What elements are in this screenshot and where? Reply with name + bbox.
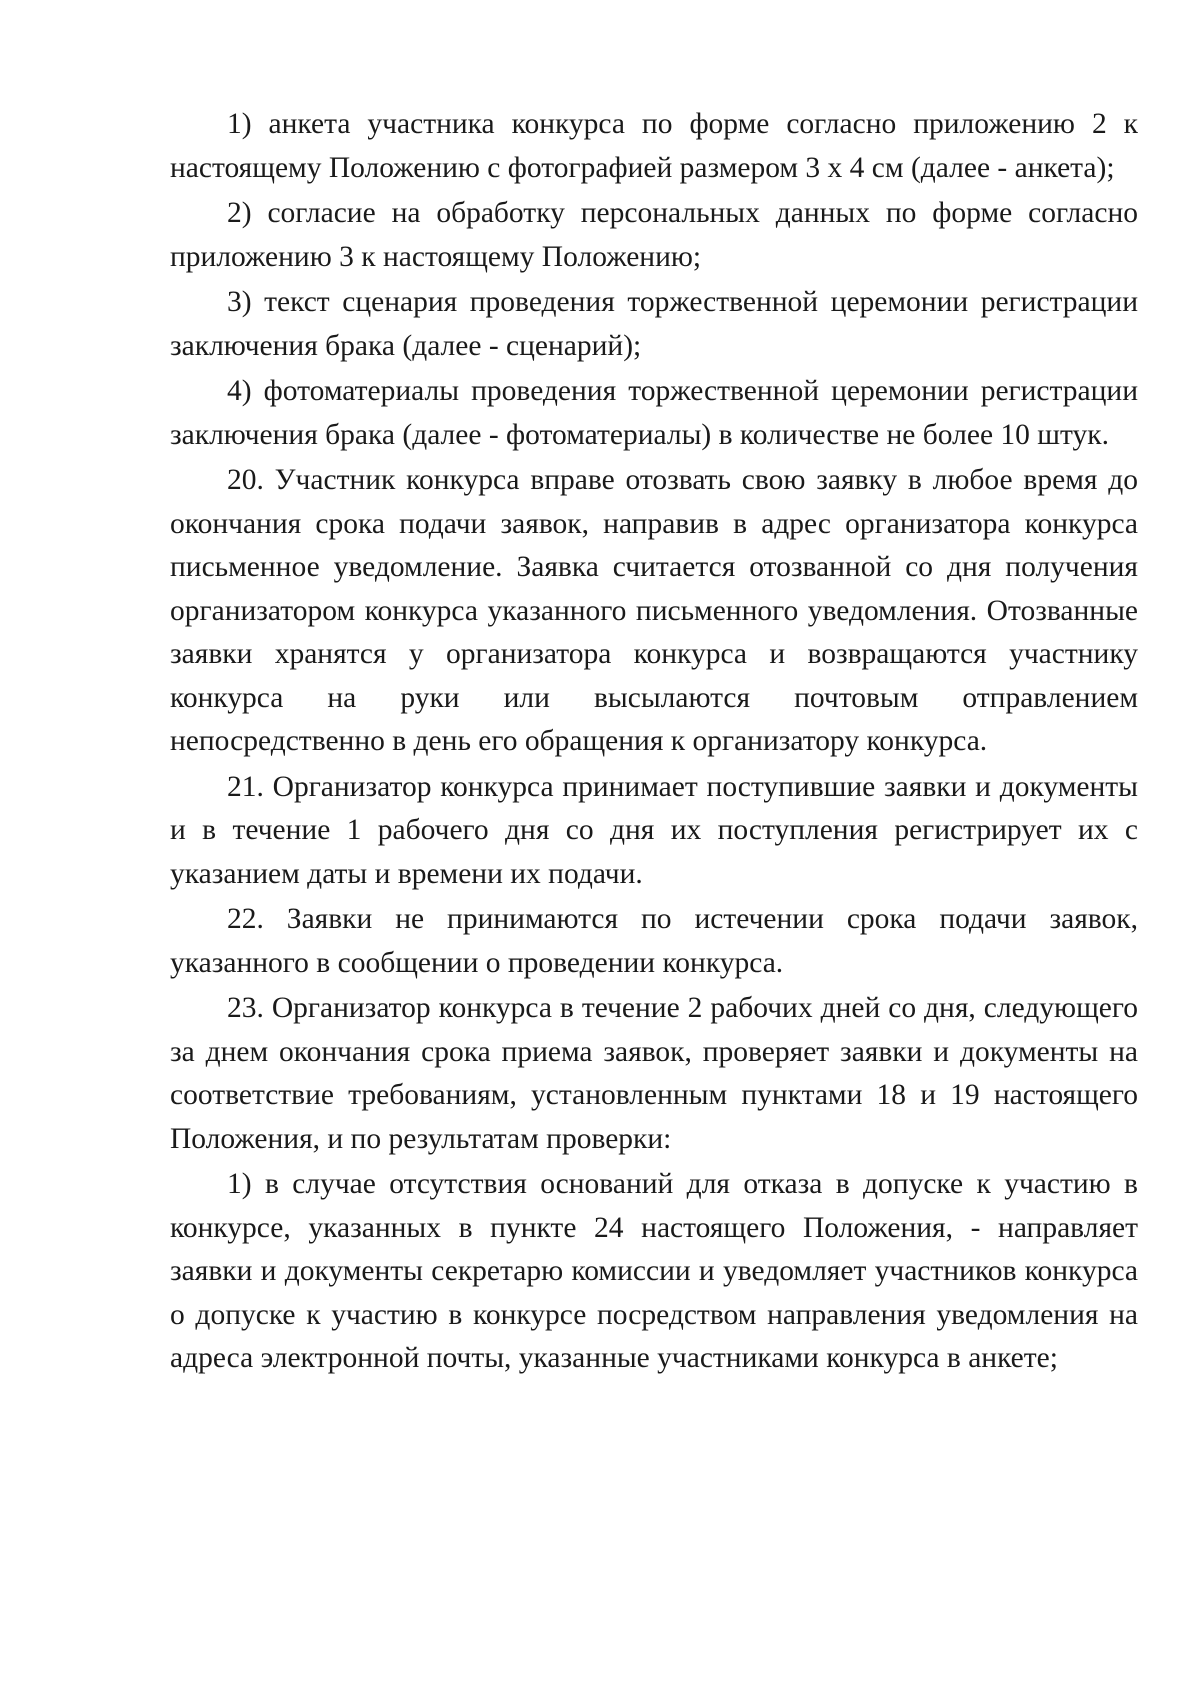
paragraph-clause-22: 22. Заявки не принимаются по истечении срока подачи заявок, указанного в сообщении о проведении конкурса.	[170, 903, 1138, 979]
paragraph-clause-23-item-1: 1) в случае отсутствия оснований для отказа в допуске к участию в конкурсе, указанных в пункте 24 настоящего Положения, - направляет заявки и документы секретарю комиссии и уведомляет участников конкурса о допуске к участию в конкурсе посредством направления уведомления на адреса электронной почты, указанные участниками конкурса в анкете;	[170, 1168, 1138, 1374]
paragraph-item-4-photos: 4) фотоматериалы проведения торжественной церемонии регистрации заключения брака (далее - фотоматериалы) в количестве не более 10 штук.	[170, 375, 1138, 451]
paragraph-clause-20: 20. Участник конкурса вправе отозвать свою заявку в любое время до окончания срока подачи заявок, направив в адрес организатора конкурса письменное уведомление. Заявка считается отозванной со дня получения организатором конкурса указанного письменного уведомления. Отозванные заявки хранятся у организатора конкурса и возвращаются участнику конкурса на руки или высылаются почтовым отправлением непосредственно в день его обращения к организатору конкурса.	[170, 464, 1138, 757]
paragraph-item-2-consent: 2) согласие на обработку персональных данных по форме согласно приложению 3 к настоящему Положению;	[170, 197, 1138, 273]
document-page	[170, 103, 1138, 1381]
paragraph-clause-21: 21. Организатор конкурса принимает поступившие заявки и документы и в течение 1 рабочего дня со дня их поступления регистрирует их с указанием даты и времени их подачи.	[170, 770, 1138, 890]
paragraph-item-3-scenario: 3) текст сценария проведения торжественной церемонии регистрации заключения брака (далее - сценарий);	[170, 286, 1138, 362]
paragraph-item-1-questionnaire: 1) анкета участника конкурса по форме согласно приложению 2 к настоящему Положению с фотографией размером 3 х 4 см (далее - анкета);	[170, 108, 1138, 184]
paragraph-clause-23: 23. Организатор конкурса в течение 2 рабочих дней со дня, следующего за днем окончания срока приема заявок, проверяет заявки и документы на соответствие требованиям, установленным пунктами 18 и 19 настоящего Положения, и по результатам проверки:	[170, 992, 1138, 1155]
